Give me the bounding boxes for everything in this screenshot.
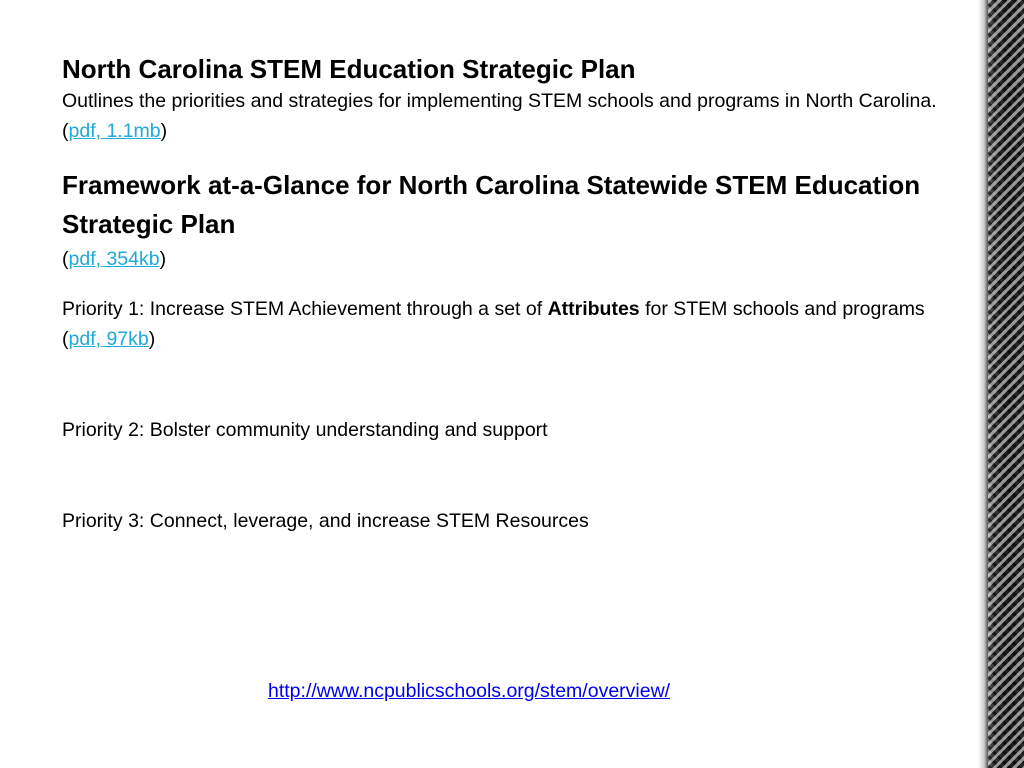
plan-description: Outlines the priorities and strategies for implementing STEM schools and programs in North Carolina. [62,90,937,112]
decorative-side-border [978,0,1024,768]
framework-title: Framework at-a-Glance for North Carolina Statewide STEM Education Strategic Plan [62,170,921,239]
source-url-link[interactable]: http://www.ncpublicschools.org/stem/overview/ [268,680,671,702]
framework-pdf-line: (pdf, 354kb) [62,248,167,270]
priority-1-pdf-link[interactable]: pdf, 97kb [68,328,149,350]
priority-1-text-after: for STEM schools and programs [639,298,925,320]
priority-3: Priority 3: Connect, leverage, and increase STEM Resources [62,510,589,532]
slide-content [62,52,942,536]
plan-title: North Carolina STEM Education Strategic Plan [62,54,636,84]
priority-1-pdf-line: (pdf, 97kb) [62,328,156,350]
priority-2: Priority 2: Bolster community understanding and support [62,419,548,441]
priority-1 [62,294,942,324]
priority-1-attributes: Attributes [547,298,640,320]
priority-1-text-before: Priority 1: Increase STEM Achievement through a set of [62,298,548,320]
framework-pdf-link[interactable]: pdf, 354kb [68,248,160,270]
plan-pdf-link[interactable]: pdf, 1.1mb [68,120,161,142]
plan-pdf-line: (pdf, 1.1mb) [62,120,168,142]
